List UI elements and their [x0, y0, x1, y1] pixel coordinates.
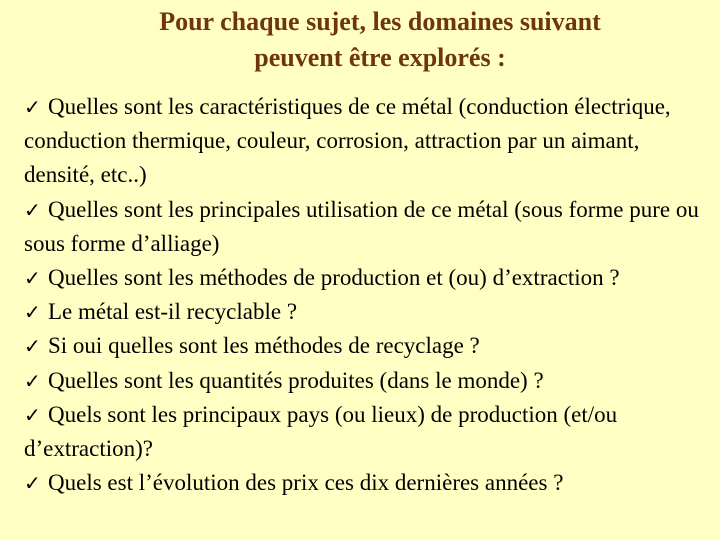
list-item	[24, 295, 704, 329]
slide-title	[80, 4, 680, 76]
slide-title-line-1: Pour chaque sujet, les domaines suivant	[159, 7, 601, 36]
list-item	[24, 398, 704, 466]
checkmark-icon: ✓	[24, 402, 41, 427]
list-item	[24, 329, 704, 363]
bullet-list	[24, 90, 704, 500]
list-item-text: Quelles sont les caractéristiques de ce métal (conduction électrique, conduction thermique, couleur, corrosion, attraction par un aimant, densité, etc..)	[24, 94, 671, 188]
list-item-text: Quelles sont les principales utilisation de ce métal (sous forme pure ou sous forme d’alliage)	[24, 196, 699, 256]
checkmark-icon: ✓	[24, 368, 41, 393]
list-item	[24, 261, 704, 295]
checkmark-icon: ✓	[24, 197, 41, 222]
list-item-text: Quelles sont les méthodes de production et (ou) d’extraction ?	[48, 265, 620, 291]
checkmark-icon: ✓	[24, 334, 41, 359]
checkmark-icon: ✓	[24, 300, 41, 325]
checkmark-icon: ✓	[24, 266, 41, 291]
list-item	[24, 466, 704, 500]
list-item-text: Quels sont les principaux pays (ou lieux) de production (et/ou d’extraction)?	[24, 401, 618, 462]
checkmark-icon: ✓	[24, 95, 41, 119]
slide-title-line-2: peuvent être explorés :	[254, 43, 506, 72]
list-item-text: Le métal est-il recyclable ?	[48, 299, 298, 325]
list-item	[24, 193, 704, 261]
list-item-text: Quelles sont les quantités produites (dans le monde) ?	[48, 367, 544, 393]
list-item-text: Si oui quelles sont les méthodes de recyclage ?	[48, 333, 480, 359]
checkmark-icon: ✓	[24, 471, 41, 496]
list-item	[24, 364, 704, 398]
list-item-text: Quels est l’évolution des prix ces dix dernières années ?	[48, 470, 564, 496]
list-item	[24, 90, 704, 193]
